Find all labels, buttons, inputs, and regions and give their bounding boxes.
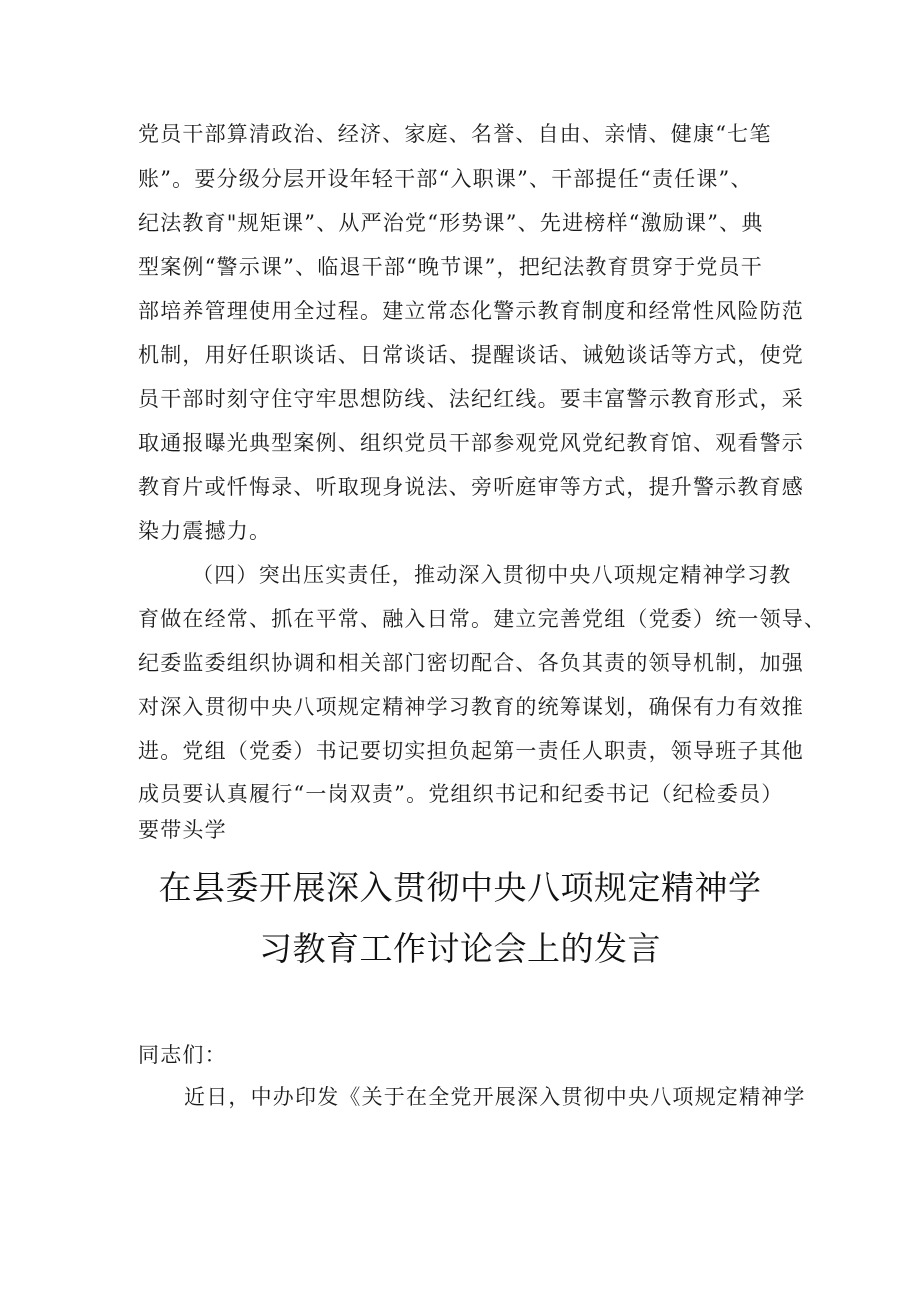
speech-title-line-1: 在县委开展深入贯彻中央八项规定精神学 xyxy=(158,868,762,907)
paragraph-line: 纪委监委组织协调和相关部门密切配合、各负其责的领导机制，加强 xyxy=(138,651,804,675)
paragraph-line: 员干部时刻守住守牢思想防线、法纪红线。要丰富警示教育形式，采 xyxy=(138,387,804,411)
paragraph-line: 成员要认真履行“一岗双责”。党组织书记和纪委书记（纪检委员） xyxy=(138,782,784,806)
paragraph-line: 型案例“警示课”、临退干部“晚节课”，把纪法教育贯穿于党员干 xyxy=(138,255,763,279)
speech-title-line-2: 习教育工作讨论会上的发言 xyxy=(259,929,661,968)
section-heading-line: （四）突出压实责任，推动深入贯彻中央八项规定精神学习教 xyxy=(192,563,792,587)
paragraph-line: 机制，用好任职谈话、日常谈话、提醒谈话、诫勉谈话等方式，使党 xyxy=(138,343,804,367)
paragraph-line: 教育片或忏悔录、听取现身说法、旁听庭审等方式，提升警示教育感 xyxy=(138,475,804,499)
paragraph-line: 育做在经常、抓在平常、融入日常。建立完善党组（党委）统一领导、 xyxy=(138,607,827,631)
paragraph-line: 取通报曝光典型案例、组织党员干部参观党风党纪教育馆、观看警示 xyxy=(138,431,804,455)
paragraph-line: 账”。要分级分层开设年轻干部“入职课”、干部提任“责任课”、 xyxy=(138,167,753,191)
paragraph-line: 对深入贯彻中央八项规定精神学习教育的统筹谋划，确保有力有效推 xyxy=(138,695,804,719)
paragraph-line: 纪法教育"规矩课”、从严治党“形势课”、先进榜样“激励课”、典 xyxy=(138,211,764,235)
salutation: 同志们： xyxy=(138,1043,227,1067)
paragraph-line: 部培养管理使用全过程。建立常态化警示教育制度和经常性风险防范 xyxy=(138,299,804,323)
paragraph-line: 要带头学 xyxy=(138,818,227,842)
paragraph-line: 进。党组（党委）书记要切实担负起第一责任人职责，领导班子其他 xyxy=(138,739,804,763)
opening-line: 近日，中办印发《关于在全党开展深入贯彻中央八项规定精神学 xyxy=(184,1085,806,1109)
paragraph-line: 党员干部算清政治、经济、家庭、名誉、自由、亲情、健康“七笔 xyxy=(138,122,772,146)
paragraph-line: 染力震撼力。 xyxy=(138,519,272,543)
